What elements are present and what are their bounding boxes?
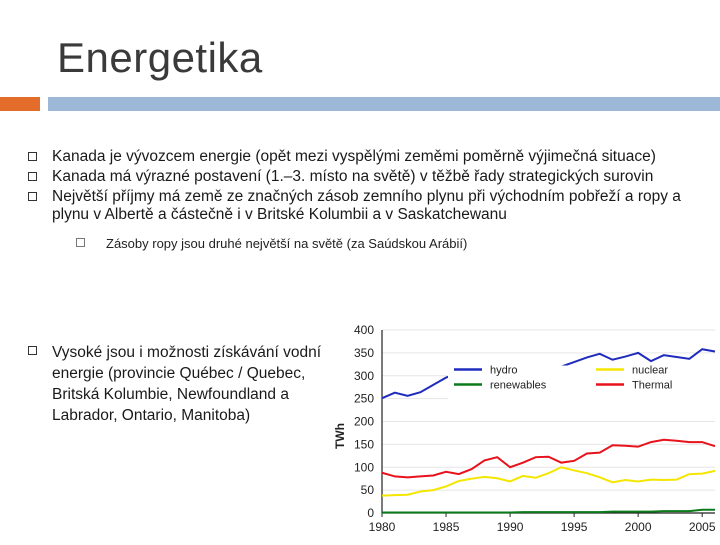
energy-chart-svg: [330, 318, 720, 540]
y-tick-label: 350: [353, 345, 374, 360]
legend-label: renewables: [490, 379, 547, 392]
bullet-item: [28, 168, 708, 186]
x-tick-label: 2005: [688, 520, 716, 534]
bullet-text: Kanada je vývozcem energie (opět mezi vyspělými zeměmi poměrně výjimečná situace): [52, 148, 656, 165]
square-bullet-icon: [28, 346, 37, 355]
y-tick-label: 150: [353, 437, 374, 452]
bullet-list: [28, 148, 708, 252]
y-tick-label: 50: [360, 483, 374, 498]
bullet-item: [28, 342, 348, 426]
x-tick-label: 1990: [496, 520, 524, 534]
bullet-text: Vysoké jsou i možnosti získávání vodní energie (provincie Québec / Quebec, Britská Kolumbie, Newfoundland a Labrador, Ontario, Manitoba): [52, 344, 322, 424]
y-tick-label: 400: [353, 323, 374, 337]
bullet-text: Kanada má výrazné postavení (1.–3. místo na světě) v těžbě řady strategických surovin: [52, 168, 654, 185]
energy-chart: [330, 318, 720, 545]
x-tick-label: 1995: [560, 520, 588, 534]
x-tick-label: 1980: [368, 520, 396, 534]
bullet-list-secondary: [28, 342, 348, 428]
series-line-nuclear: [382, 467, 715, 495]
square-bullet-icon: [28, 172, 37, 181]
legend-label: nuclear: [632, 364, 669, 377]
x-tick-label: 2000: [624, 520, 652, 534]
series-line-thermal: [382, 440, 715, 478]
slide-title: Energetika: [57, 34, 263, 81]
square-bullet-icon: [76, 238, 85, 247]
accent-bar-blue: [48, 97, 720, 111]
y-axis-label: TWh: [333, 423, 347, 449]
bullet-item: [28, 148, 708, 166]
y-tick-label: 0: [367, 506, 374, 520]
y-tick-label: 200: [353, 414, 374, 429]
legend-label: Thermal: [632, 379, 673, 392]
series-line-renewables: [382, 510, 715, 513]
y-tick-label: 100: [353, 460, 374, 475]
square-bullet-icon: [28, 152, 37, 161]
legend-label: hydro: [490, 364, 518, 377]
sub-bullet-item: [76, 236, 708, 252]
legend-box: [448, 366, 718, 408]
bullet-text: Největší příjmy má země ze značných zásob zemního plynu při východním pobřeží a ropy a plynu v Albertě a částečně i v Britské Kolumbii a v Saskatchewanu: [52, 188, 681, 223]
y-tick-label: 300: [353, 368, 374, 383]
y-tick-label: 250: [353, 391, 374, 406]
square-bullet-icon: [28, 192, 37, 201]
bullet-item: [28, 188, 708, 224]
sub-bullet-text: Zásoby ropy jsou druhé největší na světě (za Saúdskou Arábií): [106, 236, 468, 251]
x-tick-label: 1985: [432, 520, 460, 534]
accent-bar-orange: [0, 97, 40, 111]
